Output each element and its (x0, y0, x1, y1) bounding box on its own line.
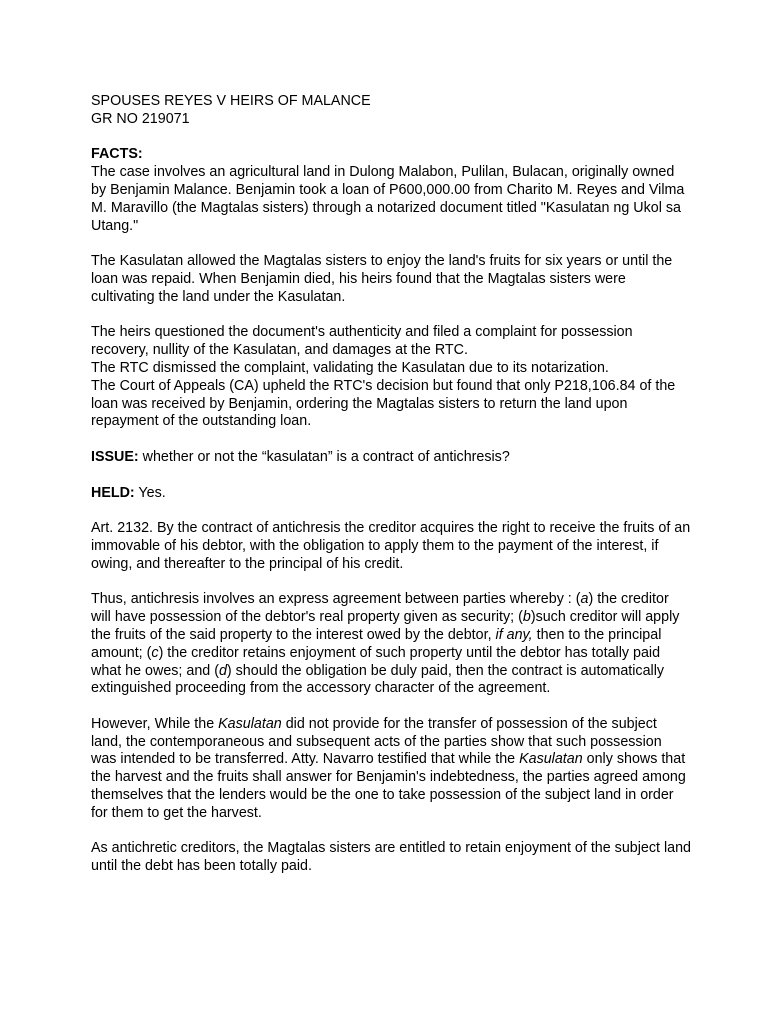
italic-kasulatan: Kasulatan (218, 715, 282, 732)
issue-label: ISSUE: (91, 448, 139, 465)
facts-paragraph-2: The Kasulatan allowed the Magtalas sisters to enjoy the land's fruits for six years or until the loan was repaid. When Benjamin died, his heirs found that the Magtalas sisters were cultivating the land under the Kasulatan. (91, 253, 673, 305)
conclusion-paragraph: As antichretic creditors, the Magtalas sisters are entitled to retain enjoyment of the subject land until the debt has been totally paid. (91, 840, 691, 875)
facts-heading-label: FACTS: (91, 146, 143, 163)
held-paragraph (91, 485, 691, 503)
however-paragraph (91, 716, 691, 823)
document-body (91, 93, 691, 876)
facts-paragraph-1: The case involves an agricultural land in Dulong Malabon, Pulilan, Bulacan, originally owned by Benjamin Malance. Benjamin took a loan of P600,000.00 from Charito M. Reyes and Vilma M. Maravillo (the Magtalas sisters) through a notarized document titled "Kasulatan ng Ukol sa Utang." (91, 164, 685, 234)
text-run: then to the principal amount; ( (91, 626, 662, 661)
held-label: HELD: (91, 484, 135, 501)
text-run: Thus, antichresis involves an express agreement between parties whereby : ( (91, 591, 581, 608)
issue-text: whether or not the “kasulatan” is a contract of antichresis? (138, 448, 510, 465)
item-letter-a: a (580, 591, 589, 608)
issue-paragraph (91, 449, 691, 467)
facts-heading (91, 146, 691, 164)
italic-kasulatan: Kasulatan (519, 751, 583, 768)
text-run: ) the creditor retains enjoyment of such property until the debtor has totally paid what he owes; and ( (91, 644, 661, 679)
antichresis-elements-paragraph (91, 591, 691, 698)
article-2132-paragraph: Art. 2132. By the contract of antichresis the creditor acquires the right to receive the fruits of an immovable of his debtor, with the obligation to apply them to the payment of the interest, if owing, and thereafter to the principal of his credit. (91, 520, 691, 572)
case-number: GR NO 219071 (91, 110, 190, 127)
item-letter-c: c (151, 644, 159, 661)
text-run: ) should the obligation be duly paid, then the contract is automatically extinguished proceeding from the accessory character of the agreement. (91, 662, 665, 697)
text-run: )such creditor will apply the fruits of the said property to the interest owed by the debtor, (91, 609, 680, 643)
text-run: only shows that the harvest and the fruits shall answer for Benjamin's indebtedness, the parties agreed among themselves that the lenders would be the one to take possession of the subject land in order for them to get the harvest. (91, 751, 686, 821)
case-title: SPOUSES REYES V HEIRS OF MALANCE (91, 93, 371, 109)
facts-paragraph-3: The heirs questioned the document's authenticity and filed a complaint for possession recovery, nullity of the Kasulatan, and damages at the RTC. (91, 324, 633, 359)
text-run: However, While the (91, 715, 219, 732)
held-text: Yes. (134, 484, 166, 501)
text-run: ) the creditor will have possession of the debtor's real property given as security; ( (91, 591, 669, 626)
italic-if-any: if any, (495, 626, 533, 643)
facts-paragraph-4: The RTC dismissed the complaint, validating the Kasulatan due to its notarization. (91, 359, 609, 376)
item-letter-b: b (522, 609, 531, 626)
text-run: did not provide for the transfer of possession of the subject land, the contemporaneous and subsequent acts of the parties show that such possession was intended to be transferred. Atty. Navarro testified that while the (91, 715, 662, 768)
facts-paragraph-5: The Court of Appeals (CA) upheld the RTC's decision but found that only P218,106.84 of the loan was received by Benjamin, ordering the Magtalas sisters to return the land upon repayment of the outstanding loan. (91, 377, 676, 430)
item-letter-d: d (218, 662, 227, 679)
